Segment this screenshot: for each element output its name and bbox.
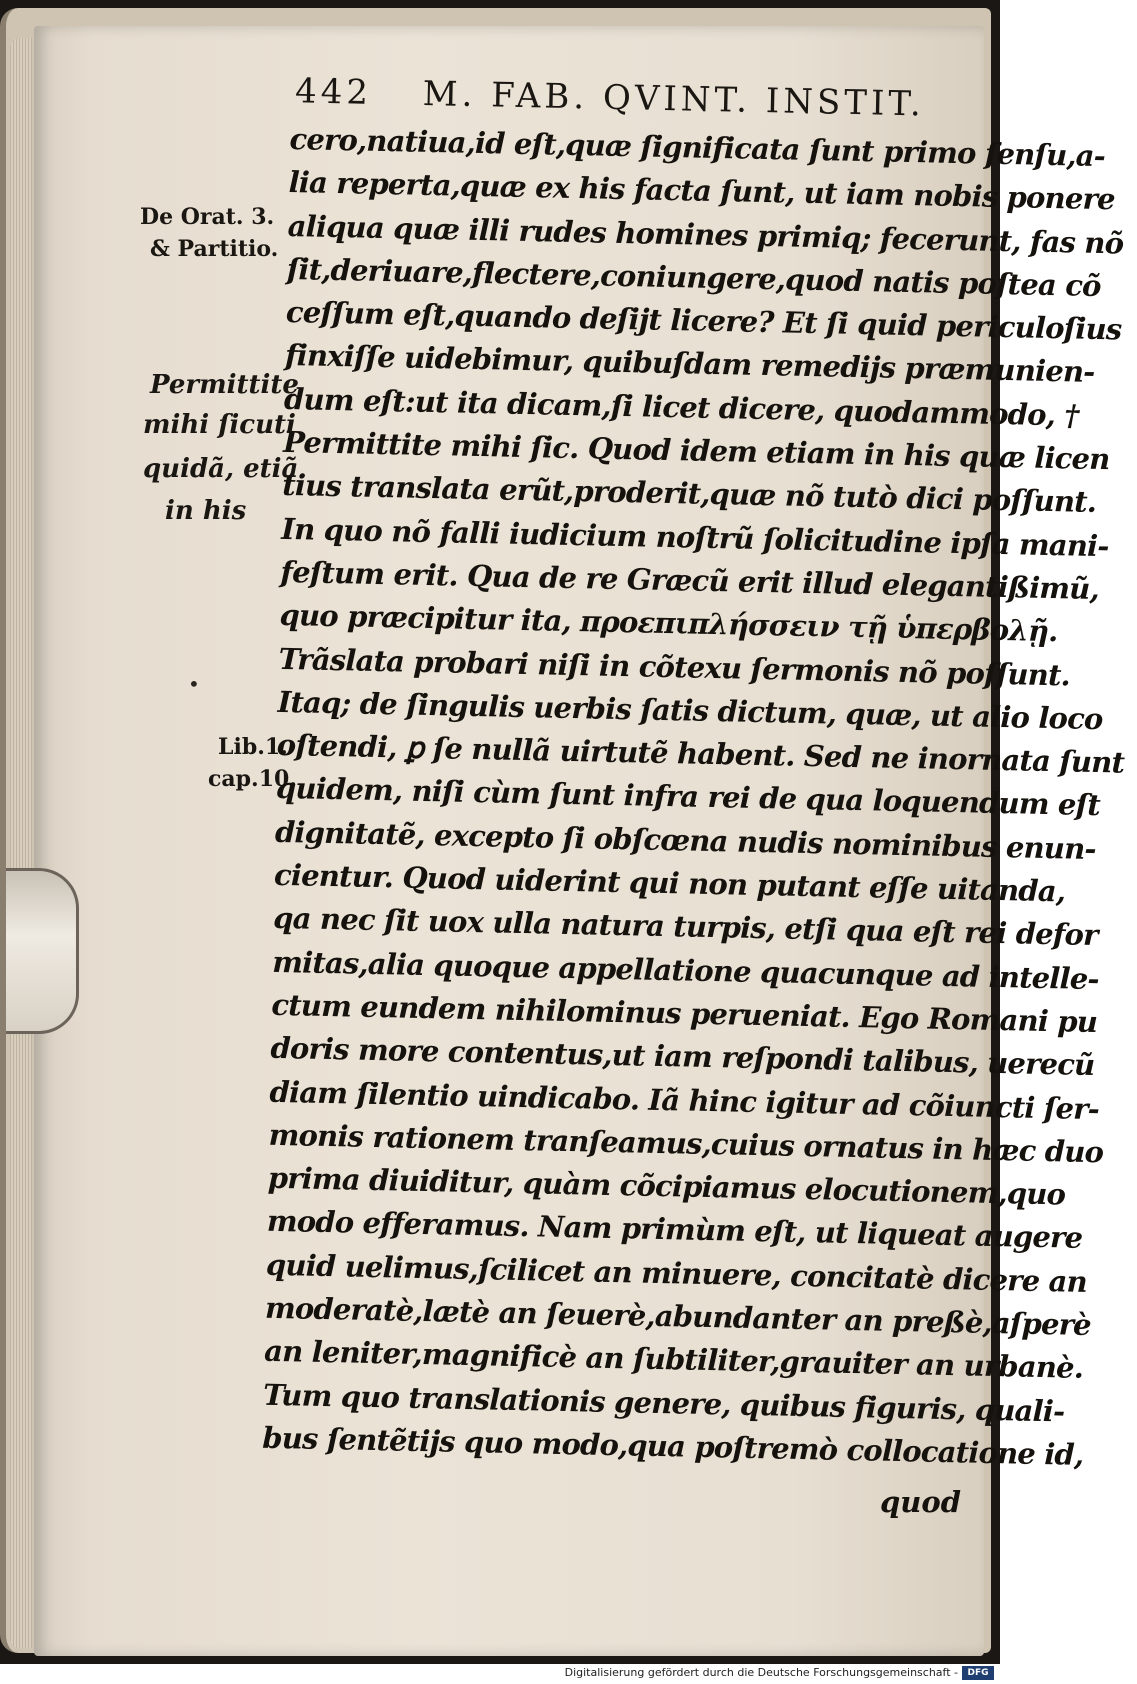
text-line: bus ſentẽtijs quo modo,qua poſtremò collocatione id, (262, 1420, 1084, 1472)
margin-note: & Partitio. (150, 236, 279, 262)
text-line: lia reperta,quæ ex his facta ſunt, ut iam nobis ponere (288, 165, 1116, 217)
text-line: modo efferamus. Nam primùm eſt, ut liqueat augere (266, 1204, 1083, 1256)
margin-note: in his (165, 496, 247, 526)
text-line: prima diuiditur, quàm cõcipiamus elocutionem,quo (267, 1160, 1066, 1212)
text-line: cero,natiua,id eſt,quæ ſignificata ſunt primo ſenſu,a- (289, 121, 1106, 174)
text-line: doris more contentus,ut iam reſpondi talibus, uerecũ (270, 1031, 1095, 1083)
text-line: feſtum erit. Qua de re Græcũ erit illud elegantißimũ, (280, 554, 1100, 607)
page-edges (10, 38, 32, 1648)
text-line: mitas,alia quoque appellatione quacunque ad intelle- (271, 944, 1100, 996)
text-line: ctum eundem nihilominus perueniat. Ego Romani pu (271, 987, 1098, 1040)
text-line: quo præcipitur ita, προεπιπλήσσειν τῇ ὑπερβολῇ. (279, 598, 1058, 649)
text-line: cientur. Quod uiderint qui non putant eſſe uitanda, (273, 857, 1066, 909)
text-line: Tum quo translationis genere, quibus figuris, quali- (262, 1377, 1065, 1429)
text-line: dum eſt:ut ita dicam,ſi licet dicere, quodammodo, † (283, 381, 1080, 433)
text-line: quidem, niſi cùm ſunt infra rei de qua loquendum eſt (275, 771, 1101, 823)
margin-note: Lib.1. (218, 734, 288, 760)
margin-note: Permittite (150, 370, 299, 400)
text-line: Itaq; de ſingulis uerbis ſatis dictum, quæ, ut alio loco (277, 684, 1103, 737)
text-line: finxiſſe uidebimur, quibuſdam remedijs præmunien- (284, 338, 1095, 390)
text-line: ſit,deriuare,flectere,coniungere,quod natis poſtea cõ (286, 251, 1102, 303)
text-line: dignitatẽ, excepto ſi obſcœna nudis nominibus enun- (274, 814, 1097, 866)
footer-bar (0, 1664, 1000, 1684)
body-text (262, 118, 1125, 1474)
text-line: In quo nõ falli iudicium noſtrũ ſolicitudine ipſa mani- (281, 511, 1109, 563)
book-clip (6, 868, 79, 1034)
footer-credit: Digitalisierung gefördert durch die Deutsche Forschungsgemeinschaft - (564, 1666, 958, 1679)
text-line: diam ſilentio uindicabo. Iã hinc igitur ad cõiuncti ſer- (269, 1074, 1100, 1126)
catchword: quod (880, 1485, 961, 1519)
text-line: moderatè,lætè an ſeuerè,abundanter an preßè,aſperè (264, 1290, 1092, 1343)
text-line: Trãslata probari niſi in cõtexu ſermonis nõ poſſunt. (278, 641, 1071, 693)
text-line: oſtendi, ꝑ ſe nullã uirtutẽ habent. Sed ne inornata ſunt (276, 728, 1125, 780)
text-line: qa nec ſit uox ulla natura turpis, etſi qua eſt rei defor (272, 901, 1098, 953)
margin-note: quidã, etiã (143, 454, 299, 484)
text-line: an leniter,magnificè an ſubtiliter,grauiter an urbanè. (263, 1334, 1084, 1386)
text-line: monis rationem tranſeamus,cuius ornatus in hæc duo (268, 1117, 1104, 1170)
margin-note: De Orat. 3. (140, 204, 275, 230)
running-title: M. FAB. QVINT. INSTIT. (422, 73, 926, 125)
text-line: quid uelimus,ſcilicet an minuere, concitatè dicere an (265, 1247, 1088, 1299)
dfg-logo-icon: DFG (962, 1666, 994, 1680)
margin-mark: • (188, 672, 200, 696)
text-line: ceſſum eſt,quando deſijt licere? Et ſi quid periculoſius (285, 295, 1122, 347)
text-line: aliqua quæ illi rudes homines primiq; fecerunt, fas nõ (287, 208, 1124, 261)
text-line: tius translata erũt,proderit,quæ nõ tutò dici poſſunt. (281, 468, 1097, 520)
margin-note: cap.10. (208, 766, 297, 792)
text-line: Permittite mihi ſic. Quod idem etiam in his quæ licen (282, 425, 1110, 477)
page-number: 442 (294, 71, 373, 113)
margin-note: mihi ſicuti (143, 410, 296, 440)
